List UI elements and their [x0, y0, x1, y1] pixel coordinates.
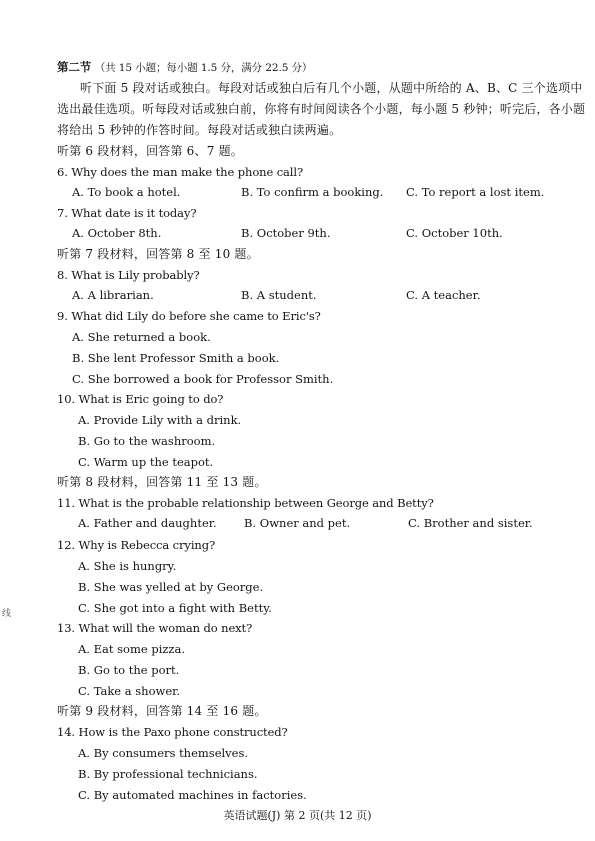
option-c: C. To report a lost item. — [406, 185, 545, 199]
option-a: A. October 8th. — [72, 226, 162, 240]
option-a: A. She is hungry. — [78, 559, 177, 573]
option-b: B. Owner and pet. — [244, 516, 351, 530]
section-note: （共 15 小题；每小题 1.5 分，满分 22.5 分） — [94, 62, 313, 74]
option-a: A. Father and daughter. — [78, 516, 217, 530]
question-stem: 14. How is the Paxo phone constructed? — [57, 725, 288, 739]
option-c: C. Take a shower. — [78, 684, 181, 698]
group-header: 听第 7 段材料，回答第 8 至 10 题。 — [57, 247, 259, 261]
option-a: A. To book a hotel. — [72, 185, 181, 199]
option-b: B. To confirm a booking. — [241, 185, 384, 199]
option-c: C. A teacher. — [406, 288, 481, 302]
question-stem: 12. Why is Rebecca crying? — [57, 538, 216, 552]
question-stem: 7. What date is it today? — [57, 206, 197, 220]
option-c: C. She borrowed a book for Professor Smith. — [72, 372, 334, 386]
option-a: A. Eat some pizza. — [78, 642, 186, 656]
group-header: 听第 8 段材料，回答第 11 至 13 题。 — [57, 475, 267, 489]
question-stem: 13. What will the woman do next? — [57, 621, 253, 635]
section-heading — [57, 60, 312, 75]
option-a: A. A librarian. — [72, 288, 154, 302]
question-stem: 10. What is Eric going to do? — [57, 392, 224, 406]
option-c: C. Brother and sister. — [408, 516, 533, 530]
margin-mark: 线 — [2, 609, 12, 619]
section-title: 第二节 — [57, 60, 92, 74]
option-a: A. She returned a book. — [72, 330, 211, 344]
instruction-line: 选出最佳选项。听每段对话或独白前，你将有时间阅读各个小题，每小题 5 秒钟；听完后，各小题 — [57, 102, 586, 116]
option-b: B. Go to the port. — [78, 663, 180, 677]
option-c: C. Warm up the teapot. — [78, 455, 214, 469]
group-header: 听第 6 段材料，回答第 6、7 题。 — [57, 144, 243, 158]
option-c: C. By automated machines in factories. — [78, 788, 307, 802]
question-stem: 6. Why does the man make the phone call? — [57, 165, 304, 179]
option-b: B. A student. — [241, 288, 317, 302]
page-footer: 英语试题(J) 第 2 页(共 12 页) — [223, 809, 372, 822]
question-stem: 8. What is Lily probably? — [57, 268, 200, 282]
group-header: 听第 9 段材料，回答第 14 至 16 题。 — [57, 704, 267, 718]
option-c: C. She got into a fight with Betty. — [78, 601, 272, 615]
option-b: B. October 9th. — [241, 226, 331, 240]
option-b: B. She lent Professor Smith a book. — [72, 351, 280, 365]
option-b: B. By professional technicians. — [78, 767, 258, 781]
option-b: B. She was yelled at by George. — [78, 580, 264, 594]
question-stem: 9. What did Lily do before she came to Eric's? — [57, 309, 321, 323]
option-a: A. By consumers themselves. — [78, 746, 249, 760]
option-b: B. Go to the washroom. — [78, 434, 216, 448]
question-stem: 11. What is the probable relationship between George and Betty? — [57, 496, 434, 510]
option-a: A. Provide Lily with a drink. — [78, 413, 242, 427]
instruction-line: 将给出 5 秒钟的作答时间。每段对话或独白读两遍。 — [57, 123, 342, 137]
instruction-line: 听下面 5 段对话或独白。每段对话或独白后有几个小题，从题中所给的 A、B、C 三个选项中 — [80, 81, 583, 95]
option-c: C. October 10th. — [406, 226, 503, 240]
